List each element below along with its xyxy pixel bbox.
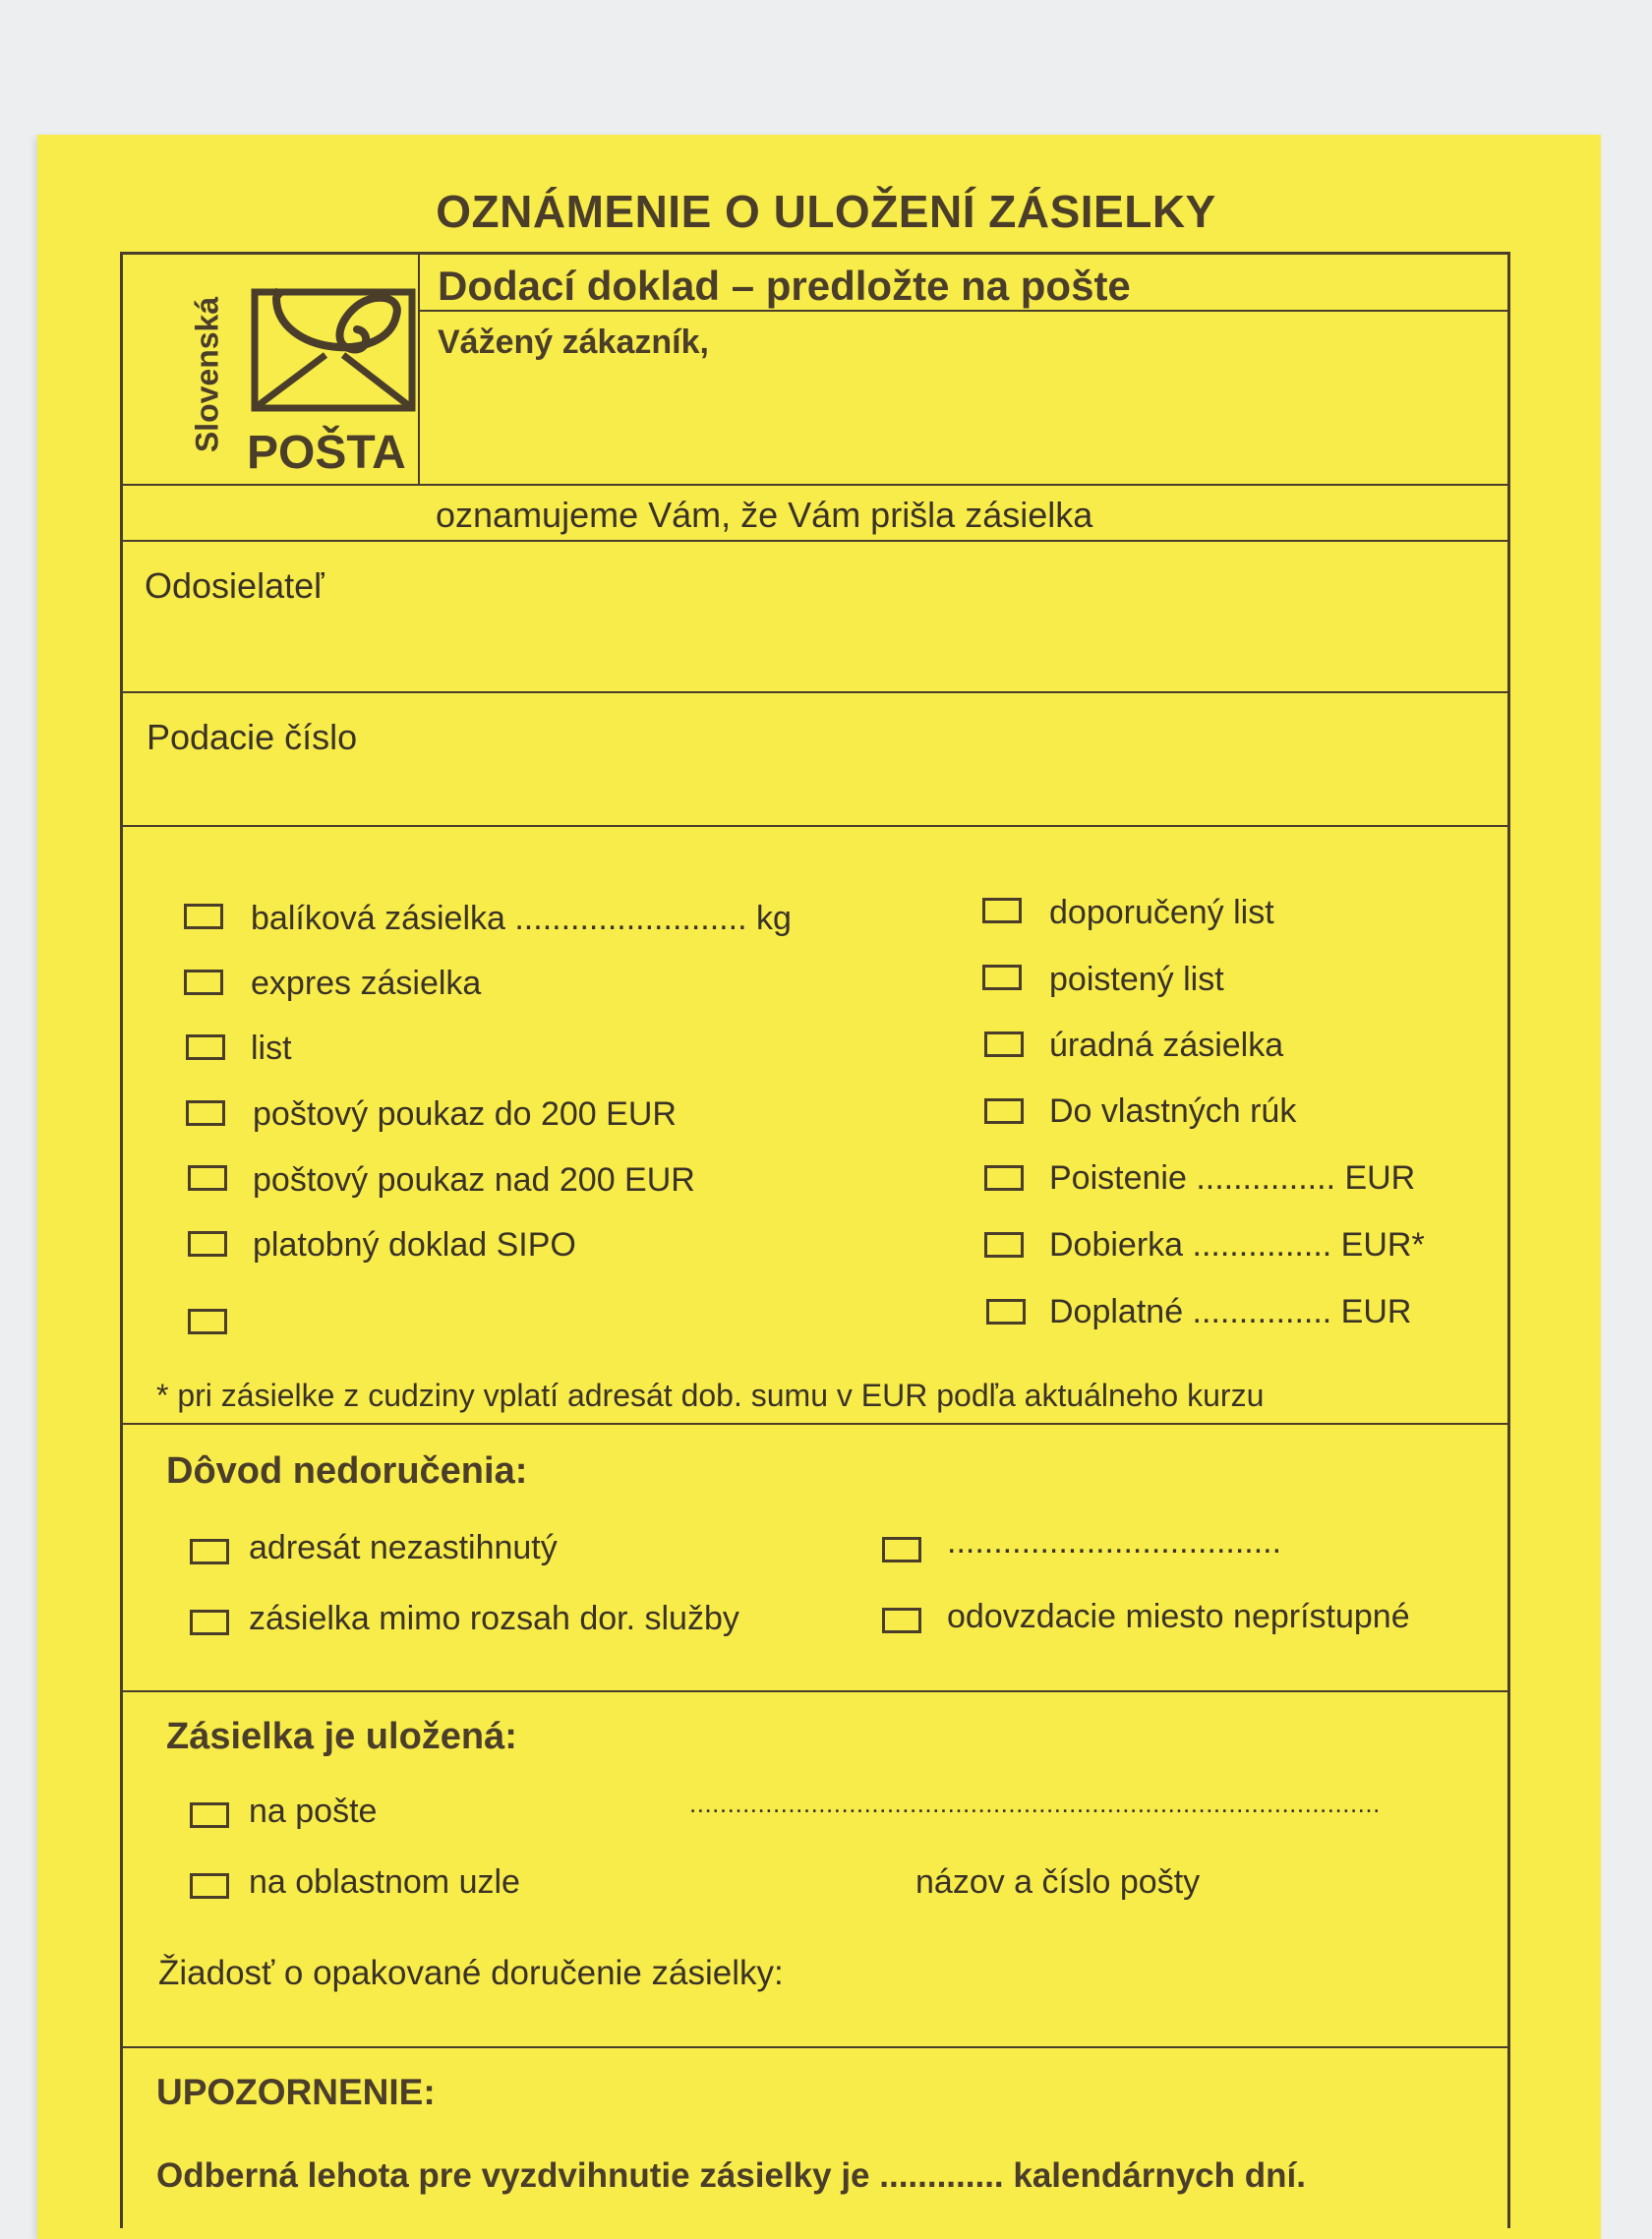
checkbox-at-regional-hub[interactable] (190, 1873, 229, 1899)
option-personal-delivery: Do vlastných rúk (1049, 1092, 1297, 1130)
form-frame (120, 252, 1510, 2228)
storage-bottom-line (123, 2046, 1507, 2048)
checkbox-personal-delivery[interactable] (984, 1098, 1024, 1124)
checkbox-out-of-range[interactable] (190, 1610, 229, 1635)
tracking-label: Podacie číslo (147, 717, 358, 757)
form-title: OZNÁMENIE O ULOŽENÍ ZÁSIELKY (436, 186, 1216, 237)
option-insurance: Poistenie ............... EUR (1049, 1159, 1416, 1197)
checkbox-express[interactable] (184, 970, 223, 995)
warning-text: Odberná lehota pre vyzdvihnutie zásielky je ............. kalendárnych dní. (156, 2156, 1306, 2195)
checkbox-money-order-over-200[interactable] (188, 1165, 227, 1191)
option-cash-on-delivery: Dobierka ............... EUR* (1049, 1226, 1425, 1264)
checkbox-official-shipment[interactable] (984, 1031, 1024, 1057)
checkbox-letter[interactable] (186, 1034, 225, 1060)
posta-logo (158, 286, 414, 483)
tracking-bottom-line (123, 825, 1507, 827)
option-addressee-absent: adresát nezastihnutý (249, 1529, 558, 1566)
types-bottom-line (123, 1423, 1507, 1425)
checkbox-addressee-absent[interactable] (190, 1539, 229, 1564)
logo-slovenska-text: Slovenská (189, 296, 225, 453)
logo-posta-text: POŠTA (247, 427, 406, 479)
greeting: Vážený zákazník, (438, 324, 709, 361)
option-surcharge: Doplatné ............... EUR (1049, 1293, 1412, 1330)
checkbox-cash-on-delivery[interactable] (984, 1232, 1024, 1258)
option-at-post-office: na pošte (249, 1793, 378, 1830)
logo-divider (418, 255, 420, 484)
checkbox-insured-letter[interactable] (982, 965, 1022, 990)
option-official-shipment: úradná zásielka (1049, 1027, 1284, 1064)
option-inaccessible: odovzdacie miesto neprístupné (947, 1598, 1410, 1635)
option-money-order-over-200: poštový poukaz nad 200 EUR (253, 1161, 695, 1199)
warning-heading: UPOZORNENIE: (156, 2072, 436, 2112)
post-office-line[interactable]: ........................................................................................... (689, 1789, 1381, 1818)
header-row-line (418, 310, 1507, 312)
tracking-field[interactable] (123, 693, 1507, 821)
checkbox-inaccessible[interactable] (882, 1608, 921, 1633)
checkbox-at-post-office[interactable] (190, 1802, 229, 1828)
option-other-reason: .................................... (947, 1523, 1282, 1561)
non-delivery-bottom-line (123, 1690, 1507, 1692)
checkbox-surcharge[interactable] (986, 1299, 1026, 1325)
storage-heading: Zásielka je uložená: (166, 1716, 517, 1757)
checkbox-parcel[interactable] (184, 904, 223, 929)
checkbox-sipo[interactable] (188, 1231, 227, 1257)
non-delivery-heading: Dôvod nedoručenia: (166, 1450, 528, 1492)
post-office-caption: názov a číslo pošty (915, 1863, 1201, 1901)
checkbox-registered-letter[interactable] (982, 898, 1022, 923)
option-express: expres zásielka (251, 965, 482, 1002)
checkbox-insurance[interactable] (984, 1165, 1024, 1191)
option-letter: list (251, 1030, 292, 1067)
logo-bottom-line (123, 484, 1507, 486)
doc-heading: Dodací doklad – predložte na pošte (438, 263, 1131, 309)
notice-text: oznamujeme Vám, že Vám prišla zásielka (436, 495, 1093, 535)
checkbox-money-order-under-200[interactable] (186, 1100, 225, 1126)
option-sipo: platobný doklad SIPO (253, 1226, 576, 1264)
sender-field[interactable] (123, 542, 1507, 689)
checkbox-blank[interactable] (188, 1309, 227, 1334)
option-money-order-under-200: poštový poukaz do 200 EUR (253, 1095, 677, 1133)
checkbox-other-reason[interactable] (882, 1537, 921, 1562)
option-registered-letter: doporučený list (1049, 894, 1274, 931)
footnote: * pri zásielke z cudziny vplatí adresát dob. sumu v EUR podľa aktuálneho kurzu (156, 1378, 1265, 1413)
redelivery-request: Žiadosť o opakované doručenie zásielky: (158, 1954, 784, 1992)
sender-label: Odosielateľ (145, 565, 324, 606)
option-out-of-range: zásielka mimo rozsah dor. služby (249, 1600, 739, 1637)
option-at-regional-hub: na oblastnom uzle (249, 1863, 520, 1901)
option-insured-letter: poistený list (1049, 961, 1224, 998)
post-horn-envelope-icon (249, 286, 418, 414)
option-parcel: balíková zásielka ......................... kg (251, 900, 792, 937)
